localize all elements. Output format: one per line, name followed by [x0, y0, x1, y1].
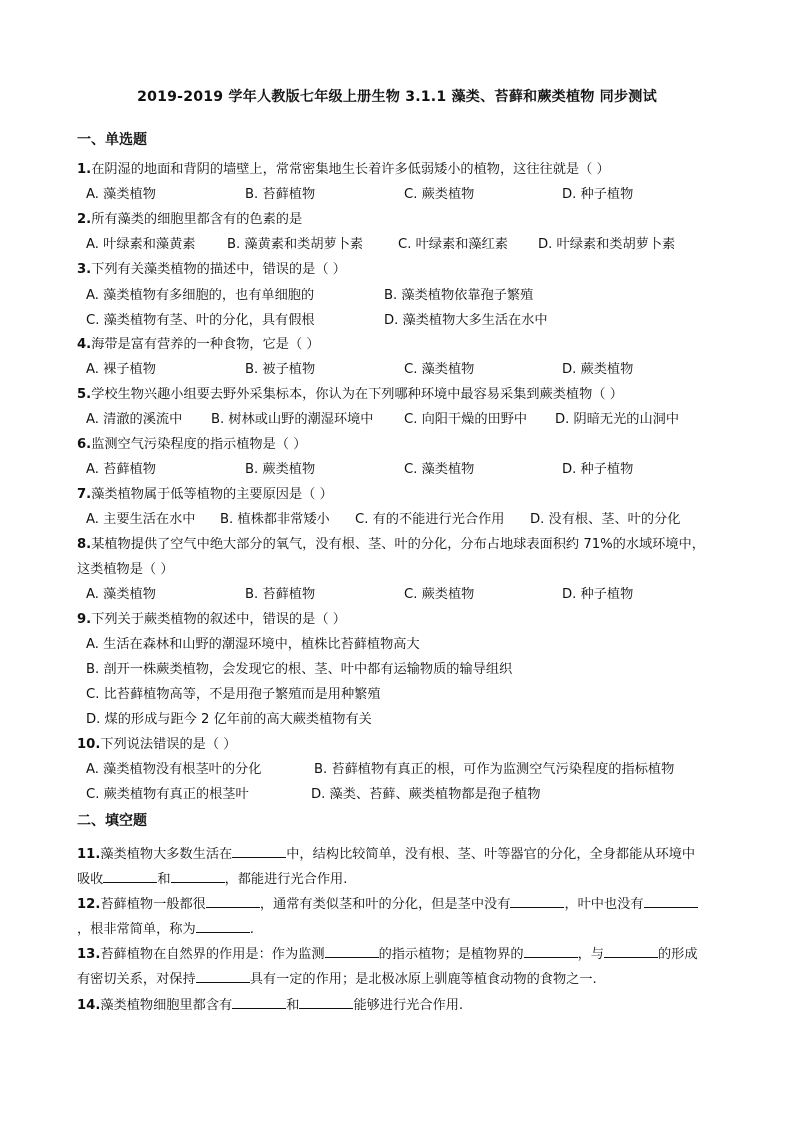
answer-blank[interactable] [325, 945, 379, 958]
option-5c: C. 向阳干燥的田野中 [404, 412, 528, 427]
option-2c: C. 叶绿素和藻红素 [398, 237, 508, 252]
option-10a: A. 藻类植物没有根茎叶的分化 [86, 762, 262, 777]
option-9d: D. 煤的形成与距今 2 亿年前的高大蕨类植物有关 [86, 712, 372, 727]
option-9b: B. 剖开一株蕨类植物，会发现它的根、茎、叶中都有运输物质的输导组织 [86, 662, 513, 677]
question-9: 9.下列关于蕨类植物的叙述中，错误的是（ ） [77, 612, 346, 627]
option-6a: A. 苔藓植物 [86, 462, 156, 477]
answer-blank[interactable] [232, 845, 286, 858]
answer-blank[interactable] [206, 895, 260, 908]
option-1d: D. 种子植物 [562, 187, 634, 202]
answer-blank[interactable] [510, 895, 564, 908]
question-7: 7.藻类植物属于低等植物的主要原因是（ ） [77, 487, 333, 502]
question-12: 12.苔藓植物一般都很 ，通常有类似茎和叶的分化，但是茎中没有 ，叶中也没有 [77, 895, 698, 914]
answer-blank[interactable] [299, 996, 353, 1009]
answer-blank[interactable] [103, 870, 157, 883]
option-4a: A. 裸子植物 [86, 362, 156, 377]
section-heading-single-choice: 一、单选题 [77, 132, 147, 148]
option-6b: B. 蕨类植物 [245, 462, 316, 477]
option-6d: D. 种子植物 [562, 462, 634, 477]
option-4b: B. 被子植物 [245, 362, 316, 377]
answer-blank[interactable] [196, 920, 250, 933]
option-2d: D. 叶绿素和类胡萝卜素 [538, 237, 676, 252]
question-1: 1.在阴湿的地面和背阴的墙壁上，常常密集地生长着许多低弱矮小的植物，这往往就是（ ） [77, 162, 610, 177]
option-1a: A. 藻类植物 [86, 187, 156, 202]
option-3d: D. 藻类植物大多生活在水中 [384, 313, 548, 328]
option-10d: D. 藻类、苔藓、蕨类植物都是孢子植物 [311, 787, 541, 802]
option-6c: C. 藻类植物 [404, 462, 475, 477]
option-10c: C. 蕨类植物有真正的根茎叶 [86, 787, 249, 802]
answer-blank[interactable] [524, 945, 578, 958]
option-5b: B. 树林或山野的潮湿环境中 [211, 412, 374, 427]
option-2a: A. 叶绿素和藻黄素 [86, 237, 196, 252]
option-8a: A. 藻类植物 [86, 587, 156, 602]
option-7a: A. 主要生活在水中 [86, 512, 196, 527]
option-9a: A. 生活在森林和山野的潮湿环境中，植株比苔藓植物高大 [86, 637, 420, 652]
answer-blank[interactable] [604, 945, 658, 958]
answer-blank[interactable] [196, 970, 250, 983]
section-heading-fill-in: 二、填空题 [77, 813, 147, 829]
question-5: 5.学校生物兴趣小组要去野外采集标本，你认为在下列哪种环境中最容易采集到蕨类植物（ ） [77, 387, 623, 402]
question-2: 2.所有藻类的细胞里都含有的色素的是 [77, 212, 303, 227]
question-14: 14.藻类植物细胞里都含有 和 能够进行光合作用. [77, 998, 464, 1013]
question-4: 4.海带是富有营养的一种食物，它是（ ） [77, 337, 320, 352]
question-11-continued: 吸收 和 ，都能进行光合作用. [77, 872, 348, 887]
option-5a: A. 清澈的溪流中 [86, 412, 183, 427]
option-7c: C. 有的不能进行光合作用 [355, 512, 505, 527]
option-1b: B. 苔藓植物 [245, 187, 316, 202]
question-8-continued: 这类植物是（ ） [77, 562, 174, 577]
question-13-continued: 有密切关系，对保持 具有一定的作用；是北极冰原上驯鹿等植食动物的食物之一. [77, 972, 597, 987]
question-3: 3.下列有关藻类植物的描述中，错误的是（ ） [77, 262, 346, 277]
option-8c: C. 蕨类植物 [404, 587, 475, 602]
question-13: 13.苔藓植物在自然界的作用是：作为监测 的指示植物；是植物界的 ，与 的形成 [77, 947, 698, 962]
option-3b: B. 藻类植物依靠孢子繁殖 [384, 288, 534, 303]
question-12-continued: ，根非常简单，称为 . [77, 922, 254, 937]
answer-blank[interactable] [232, 996, 286, 1009]
option-7b: B. 植株都非常矮小 [220, 512, 330, 527]
option-10b: B. 苔藓植物有真正的根，可作为监测空气污染程度的指标植物 [314, 762, 675, 777]
option-3c: C. 藻类植物有茎、叶的分化，具有假根 [86, 313, 315, 328]
option-1c: C. 蕨类植物 [404, 187, 475, 202]
question-11: 11.藻类植物大多数生活在 中，结构比较简单，没有根、茎、叶等器官的分化，全身都能从环境中 [77, 847, 696, 862]
option-5d: D. 阴暗无光的山洞中 [555, 412, 680, 427]
option-4c: C. 藻类植物 [404, 362, 475, 377]
option-9c: C. 比苔藓植物高等，不是用孢子繁殖而是用种繁殖 [86, 687, 381, 702]
answer-blank[interactable] [171, 870, 225, 883]
option-2b: B. 藻黄素和类胡萝卜素 [227, 237, 364, 252]
option-8d: D. 种子植物 [562, 587, 634, 602]
question-6: 6.监测空气污染程度的指示植物是（ ） [77, 437, 307, 452]
option-7d: D. 没有根、茎、叶的分化 [530, 512, 681, 527]
option-4d: D. 蕨类植物 [562, 362, 634, 377]
question-10: 10.下列说法错误的是（ ） [77, 737, 237, 752]
question-8: 8.某植物提供了空气中绝大部分的氧气，没有根、茎、叶的分化，分布占地球表面积约 71%的水域环境中， [77, 537, 705, 552]
option-8b: B. 苔藓植物 [245, 587, 316, 602]
page-title: 2019-2019 学年人教版七年级上册生物 3.1.1 藻类、苔藓和蕨类植物 同步测试 [137, 89, 657, 105]
answer-blank[interactable] [644, 895, 698, 908]
option-3a: A. 藻类植物有多细胞的，也有单细胞的 [86, 288, 315, 303]
